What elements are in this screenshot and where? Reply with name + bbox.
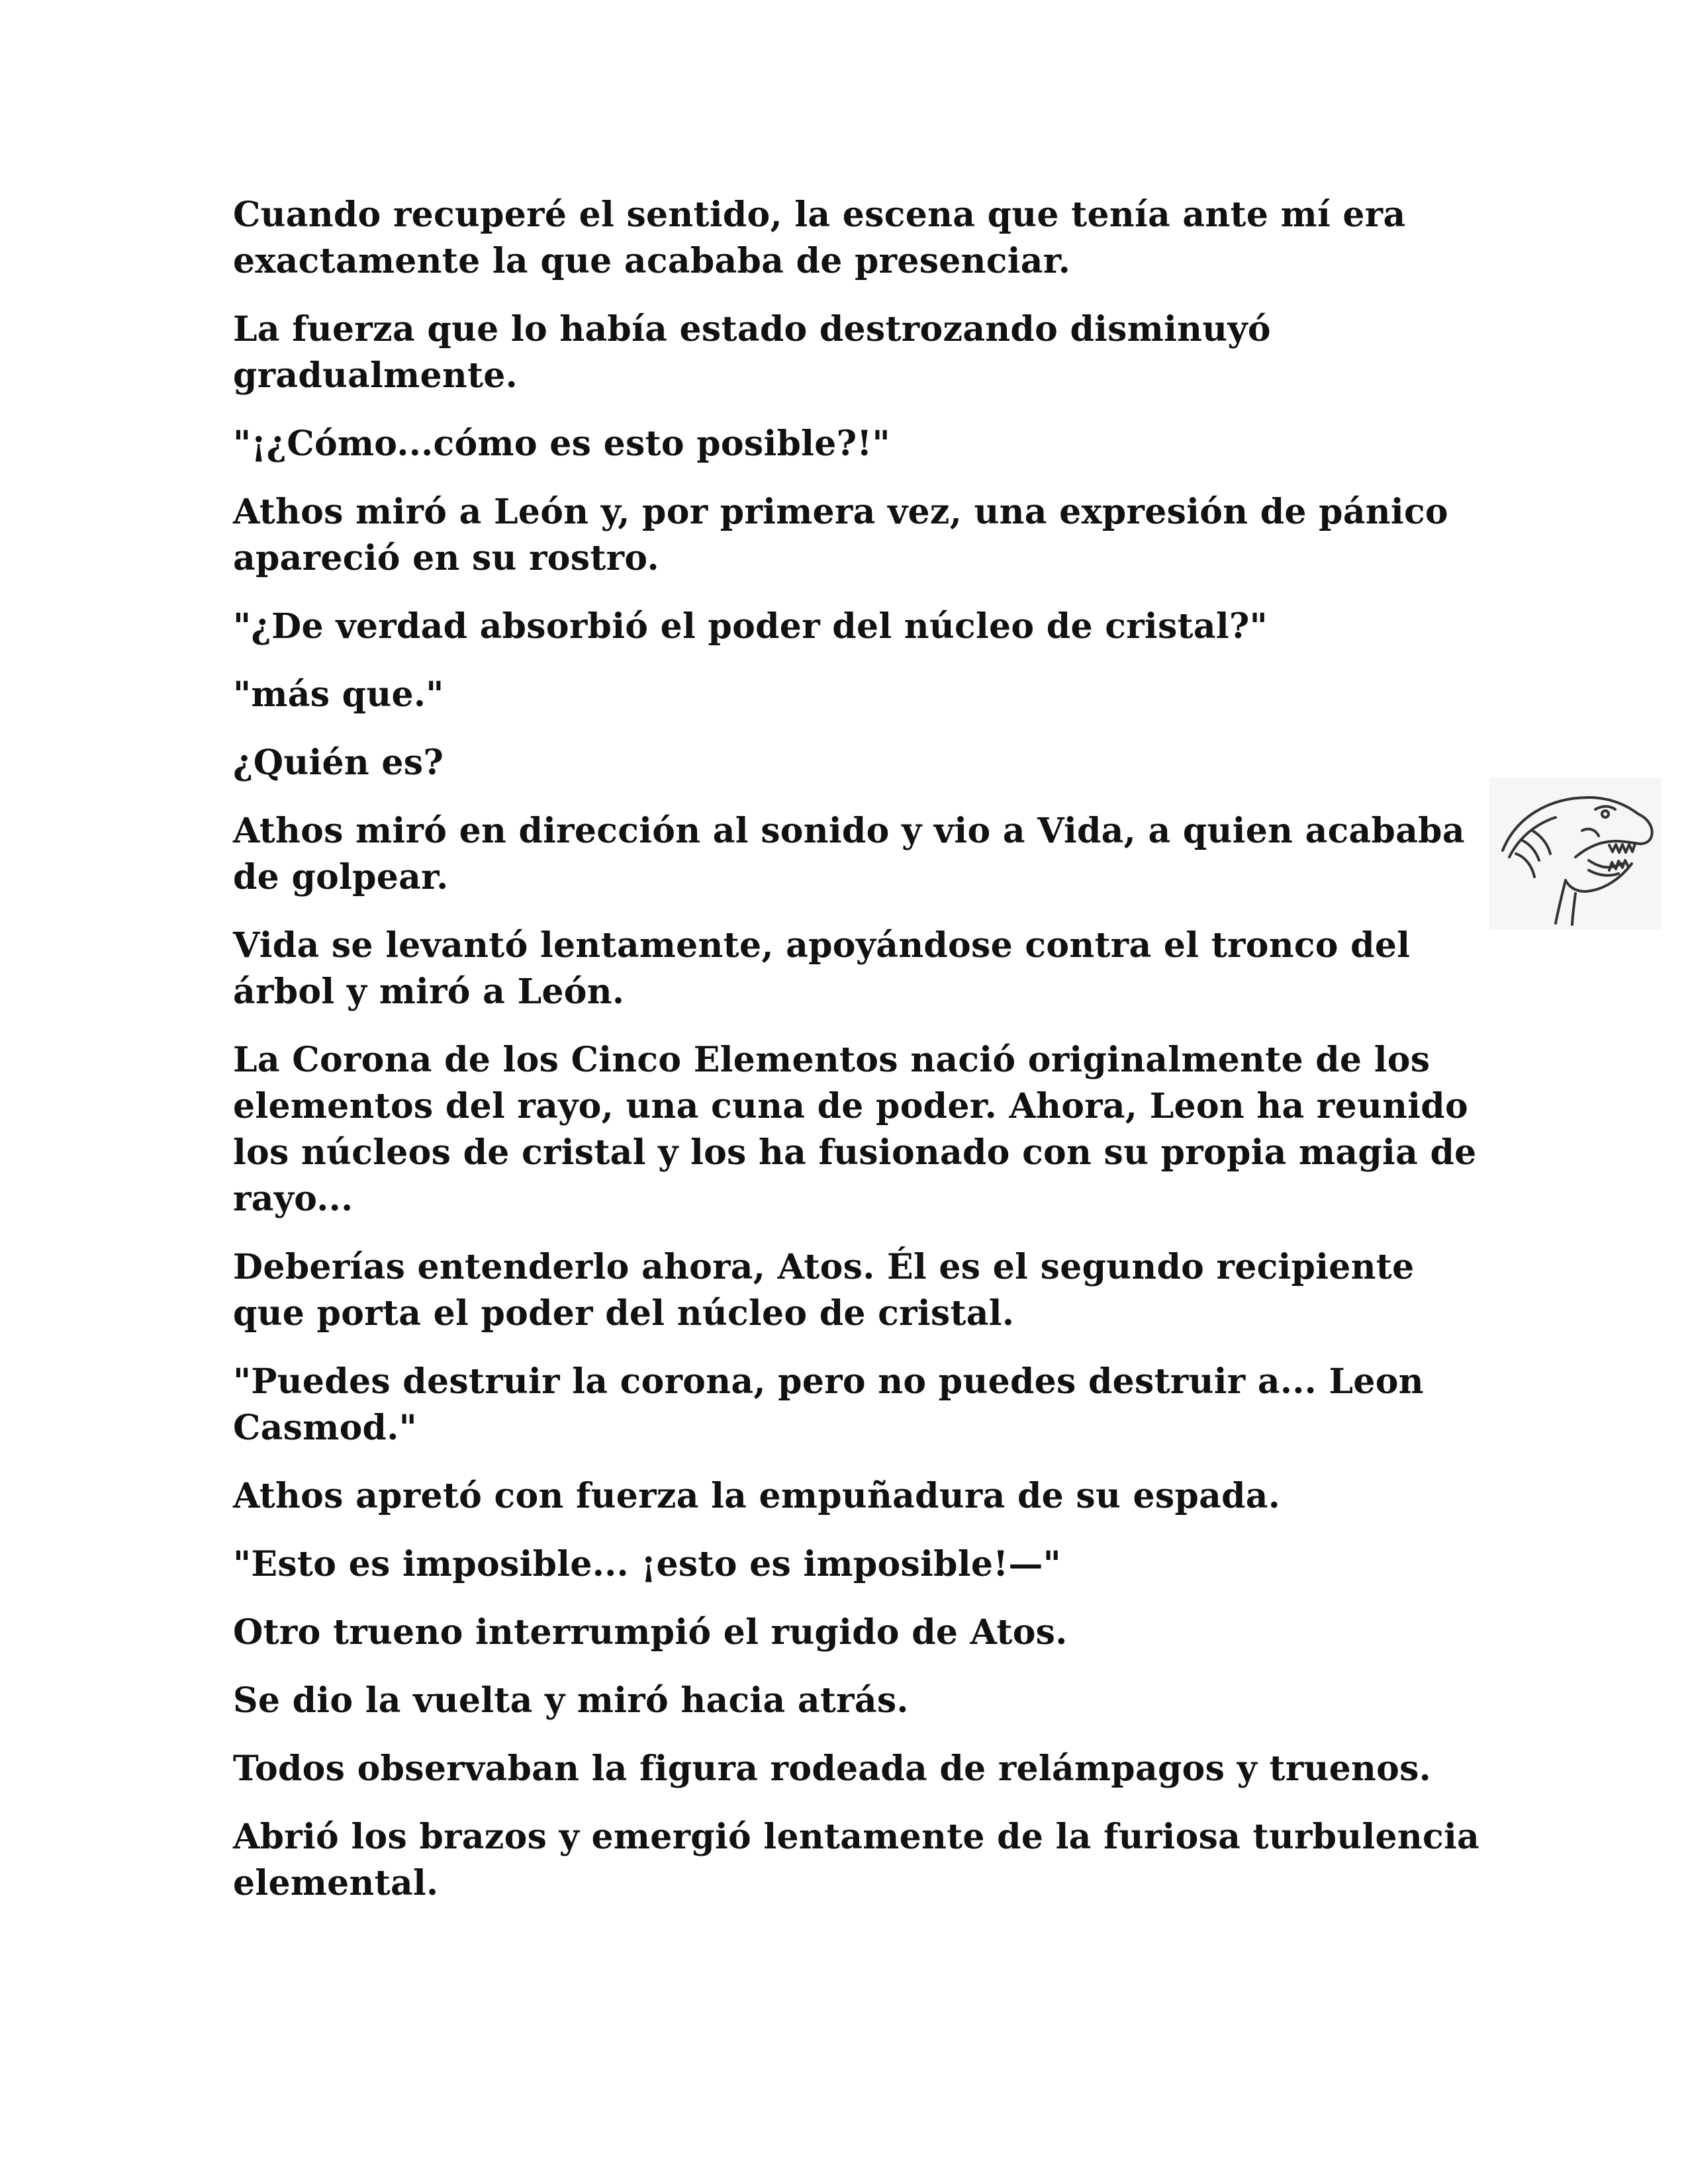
dinosaur-head-sketch-icon: [1489, 778, 1662, 930]
paragraph-7: ¿Quién es?: [233, 743, 444, 783]
paragraph-5: "¿De verdad absorbió el poder del núcleo de cristal?": [233, 606, 1268, 647]
paragraph-17: Todos observaban la figura rodeada de relámpagos y truenos.: [233, 1749, 1432, 1789]
paragraph-1: Cuando recuperé el sentido, la escena que tenía ante mí era exactamente la que acababa de presenciar.: [233, 195, 1406, 281]
paragraph-14: "Esto es imposible... ¡esto es imposible!—": [233, 1544, 1062, 1584]
paragraph-3: "¡¿Cómo...cómo es esto posible?!": [233, 424, 890, 464]
paragraph-12: "Puedes destruir la corona, pero no puedes destruir a... Leon Casmod.": [233, 1361, 1424, 1448]
paragraph-16: Se dio la vuelta y miró hacia atrás.: [233, 1680, 909, 1721]
paragraph-11: Deberías entenderlo ahora, Atos. Él es el segundo recipiente que porta el poder del núcleo de cristal.: [233, 1247, 1415, 1334]
paragraph-13: Athos apretó con fuerza la empuñadura de su espada.: [233, 1476, 1281, 1516]
paragraph-10: La Corona de los Cinco Elementos nació originalmente de los elementos del rayo, una cuna de poder. Ahora, Leon ha reunido los núcleos de cristal y los ha fusionado con su propia magia de rayo...: [233, 1040, 1477, 1219]
paragraph-8: Athos miró en dirección al sonido y vio a Vida, a quien acababa de golpear.: [233, 811, 1465, 897]
paragraph-9: Vida se levantó lentamente, apoyándose contra el tronco del árbol y miró a León.: [233, 925, 1411, 1012]
paragraph-18: Abrió los brazos y emergió lentamente de la furiosa turbulencia elemental.: [233, 1817, 1480, 1903]
paragraph-15: Otro trueno interrumpió el rugido de Atos.: [233, 1612, 1068, 1653]
body-text: [233, 192, 1491, 1929]
paragraph-4: Athos miró a León y, por primera vez, una expresión de pánico apareció en su rostro.: [233, 492, 1448, 578]
paragraph-6: "más que.": [233, 674, 444, 715]
paragraph-2: La fuerza que lo había estado destrozando disminuyó gradualmente.: [233, 309, 1271, 396]
